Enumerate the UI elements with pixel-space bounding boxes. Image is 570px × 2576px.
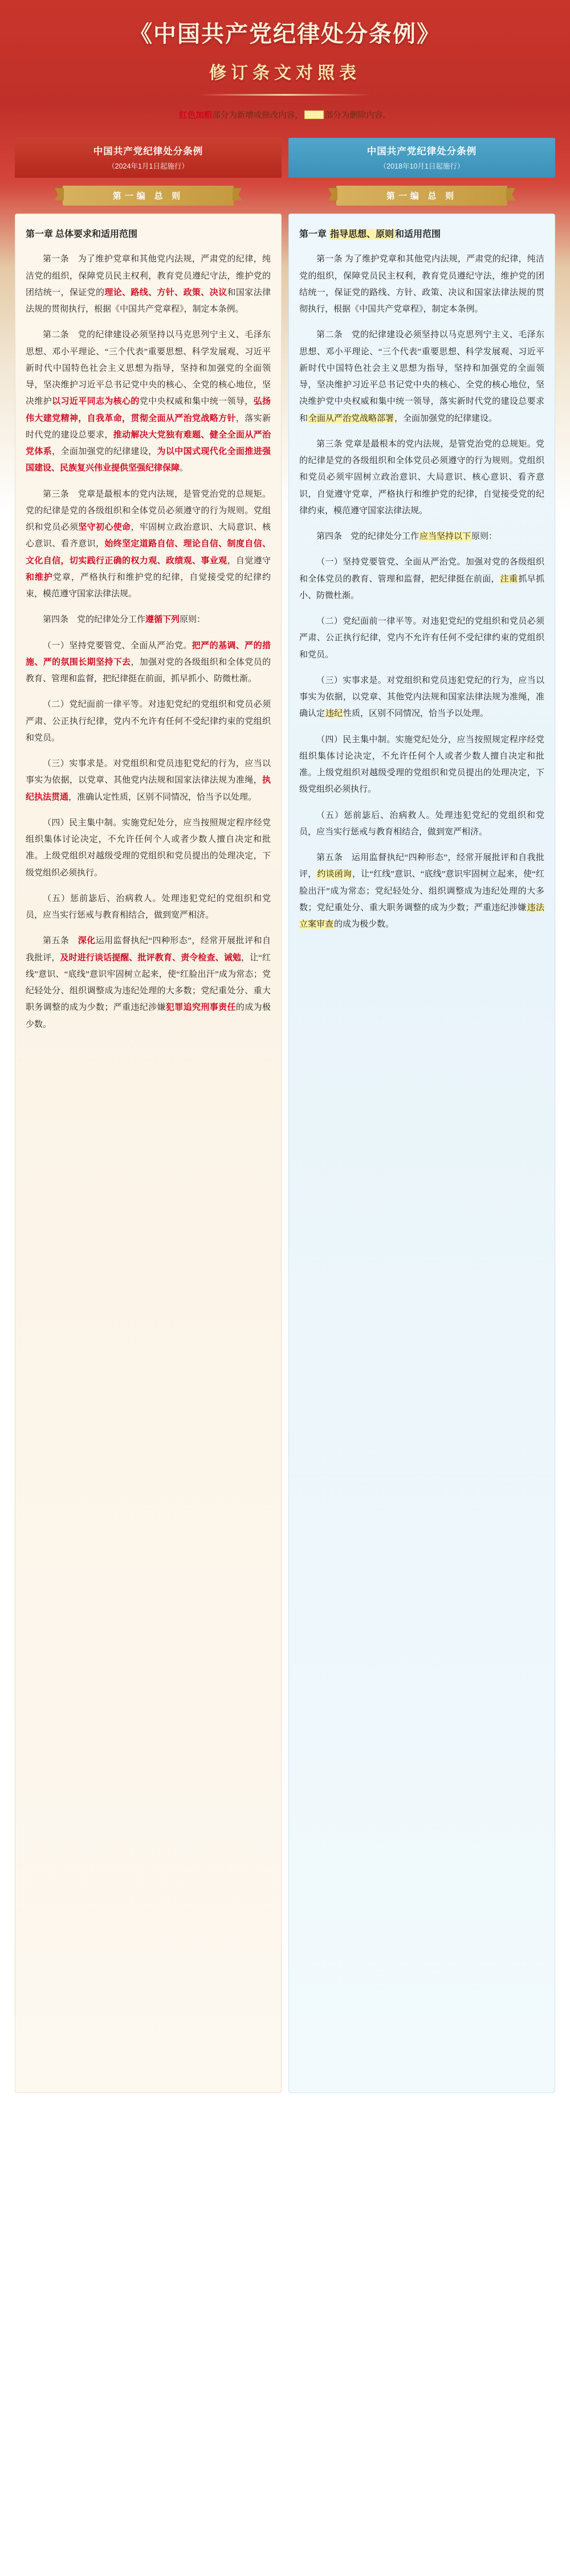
page-footer-space — [0, 2093, 570, 2104]
chapter-pre-right: 第一章 — [299, 230, 329, 240]
article-4-2-left: （二）党纪面前一律平等。对违犯党纪的党组织和党员必须严肃、公正执行纪律，党内不允许有任何不受纪律约束的党组织和党员。 — [26, 700, 271, 743]
legend-mid-text: 部分为新增或修改内容， — [212, 111, 303, 120]
legend-red-text: 红色加粗 — [179, 111, 213, 120]
title-divider — [199, 94, 370, 96]
chapter-heading-left: 第一章 总体要求和适用范围 — [26, 230, 138, 240]
legend-yellow-swatch — [304, 110, 324, 119]
article-4-right: 第四条 党的纪律处分工作应当坚持以下原则： — [316, 532, 498, 542]
article-3-right: 第三条 党章是最根本的党内法规，是管党治党的总规矩。党的纪律是党的各级组织和全体党员必须遵守的行为规则。党组织和党员必须牢固树立政治意识、大局意识、核心意识、看齐意识，自觉遵守党章，严格执行和维护党的纪律，自觉接受党的纪律约束，模范遵守国家法律法规。 — [299, 439, 544, 515]
article-2-left: 第二条 党的纪律建设必须坚持以马克思列宁主义、毛泽东思想、邓小平理论、“三个代表”重要思想、科学发展观、习近平新时代中国特色社会主义思想为指导，坚持和加强党的全面领导，坚决维护习近平总书记党中央的核心、全党的核心地位，坚决维护以习近平同志为核心的党中央权威和集中统一领导，弘扬伟大建党精神，自我革命，贯彻全面从严治党战略方针，落实新时代党的建设总要求，推动解决大党独有难题、健全全面从严治党体系，全面加强党的纪律建设，为以中国式现代化全面推进强国建设、民族复兴伟业提供坚强纪律保障。 — [26, 330, 271, 473]
hero-header — [0, 0, 570, 123]
chapter-hl-right: 指导思想、原则 — [330, 230, 394, 240]
column-title-2018: 中国共产党纪律处分条例 — [367, 146, 477, 157]
article-4-5-right: （五）惩前毖后、治病救人。处理违犯党纪的党组织和党员，应当实行惩戒与教育相结合，做到宽严相济。 — [299, 810, 544, 837]
article-3-left: 第三条 党章是最根本的党内法规，是管党治党的总规矩。党的纪律是党的各级组织和全体党员必须遵守的行为规则。党组织和党员必须坚守初心使命，牢固树立政治意识、大局意识、核心意识、看齐意识，始终坚定道路自信、理论自信、制度自信、文化自信，切实践行正确的权力观、政绩观、事业观，自觉遵守和维护党章，严格执行和维护党的纪律，自觉接受党的纪律约束，模范遵守国家法律法规。 — [26, 489, 271, 599]
article-1-left: 第一条 为了维护党章和其他党内法规，严肃党的纪律，纯洁党的组织，保障党员民主权利，教育党员遵纪守法，维护党的团结统一，保证党的理论、路线、方针、政策、决议和国家法律法规的贯彻执行，根据《中国共产党章程》，制定本条例。 — [26, 255, 271, 314]
section-ribbon-left: 第一编 总 则 — [63, 186, 234, 206]
article-4-4-left: （四）民主集中制。实施党纪处分，应当按照规定程序经党组织集体讨论决定，不允许任何个人或者少数人擅自决定和批准。上级党组织对越级受理的党组织和党员提出的处理决定，下级党组织必须执行。 — [26, 818, 271, 878]
page-title: 《中国共产党纪律处分条例》 — [129, 21, 441, 47]
legend-tail-text: 部分为删除内容。 — [324, 111, 391, 120]
column-date-2024: （2024年1月1日起施行） — [108, 162, 189, 171]
chapter-post-right: 和适用范围 — [395, 230, 441, 240]
column-body-2018 — [288, 214, 555, 2093]
chapter-heading-right — [299, 227, 544, 242]
legend — [108, 108, 462, 123]
article-4-1-left: （一）坚持党要管党、全面从严治党。把严的基调、严的措施、严的氛围长期坚持下去，加强对党的各级组织和全体党员的教育、管理和监督，把纪律挺在前面，抓早抓小、防微杜渐。 — [26, 641, 271, 684]
section-ribbon-right: 第一编 总 则 — [336, 186, 507, 206]
article-2-right: 第二条 党的纪律建设必须坚持以马克思列宁主义、毛泽东思想、邓小平理论、“三个代表”重要思想、科学发展观、习近平新时代中国特色社会主义思想为指导，坚持和加强党的全面领导，坚决维护习近平总书记党中央的核心、全党的核心地位，坚决维护党中央权威和集中统一领导，落实新时代党的建设总要求和全面从严治党战略部署，全面加强党的纪律建设。 — [299, 330, 544, 423]
column-title-2024: 中国共产党纪律处分条例 — [93, 146, 203, 157]
column-date-2018: （2018年10月1日起施行） — [379, 162, 465, 171]
column-header-2024 — [15, 138, 282, 178]
article-4-left: 第四条 党的纪律处分工作遵循下列原则： — [43, 615, 206, 625]
column-header-2018 — [288, 138, 555, 178]
comparison-columns — [15, 138, 555, 2093]
page-subtitle: 修订条文对照表 — [209, 64, 361, 83]
article-4-3-left: （三）实事求是。对党组织和党员违犯党纪的行为，应当以事实为依据，以党章、其他党内法规和国家法律法规为准绳，执纪执法贯通，准确认定性质，区别不同情况，恰当予以处理。 — [26, 759, 271, 802]
article-5-right: 第五条 运用监督执纪“四种形态”，经常开展批评和自我批评，约谈函询，让“红线”意识、“底线”意识牢固树立起来，使“红脸出汗”成为常态；党纪轻处分、组织调整成为违纪处理的大多数；党纪重处分、重大职务调整的成为少数；严重违纪涉嫌违法立案审查的成为极少数。 — [299, 853, 544, 929]
article-4-3-right: （三）实事求是。对党组织和党员违犯党纪的行为，应当以事实为依据，以党章、其他党内法规和国家法律法规为准绳，准确认定违纪性质，区别不同情况，恰当予以处理。 — [299, 675, 544, 719]
column-2018 — [288, 138, 555, 2093]
article-4-4-right: （四）民主集中制。实施党纪处分，应当按照规定程序经党组织集体讨论决定，不允许任何个人或者少数人擅自决定和批准。上级党组织对越级受理的党组织和党员提出的处理决定，下级党组织必须执行。 — [299, 735, 544, 794]
column-2024 — [15, 138, 282, 2093]
column-body-2024 — [15, 214, 282, 2093]
article-4-1-right: （一）坚持党要管党、全面从严治党。加强对党的各级组织和全体党员的教育、管理和监督，把纪律挺在前面，注重抓早抓小、防微杜渐。 — [299, 558, 544, 600]
article-5-left: 第五条 深化运用监督执纪“四种形态”，经常开展批评和自我批评，及时进行谈话提醒、批评教育、责令检查、诫勉，让“红线”意识、“底线”意识牢固树立起来，使“红脸出汗”成为常态；党纪轻处分、组织调整成为违纪处理的大多数；党纪重处分、重大职务调整的成为少数；严重违纪涉嫌犯罪追究刑事责任的成为极少数。 — [26, 936, 271, 1029]
article-4-2-right: （二）党纪面前一律平等。对违犯党纪的党组织和党员必须严肃、公正执行纪律，党内不允许有任何不受纪律约束的党组织和党员。 — [299, 617, 544, 660]
article-4-5-left: （五）惩前毖后、治病救人。处理违犯党纪的党组织和党员，应当实行惩戒与教育相结合，做到宽严相济。 — [26, 894, 271, 920]
article-1-right: 第一条 为了维护党章和其他党内法规，严肃党的纪律，纯洁党的组织，保障党员民主权利，教育党员遵纪守法，维护党的团结统一，保证党的路线、方针、政策、决议和国家法律法规的贯彻执行，根据《中国共产党章程》，制定本条例。 — [299, 255, 544, 314]
